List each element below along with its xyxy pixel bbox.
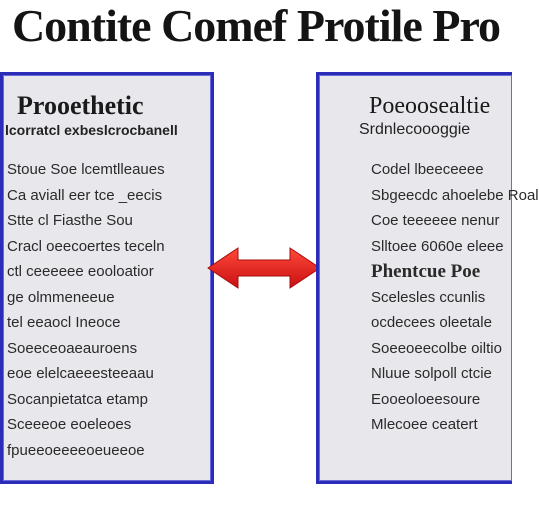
left-text-line: Ca aviall eer tce _eecis: [7, 186, 163, 204]
right-text-line: Mlecoee ceatert: [371, 416, 478, 433]
left-text-line: Socanpietatca etamp: [7, 390, 148, 408]
right-panel-text: [319, 157, 539, 438]
right-text-line: ocdecees oleetale: [371, 314, 492, 331]
left-text-line: Stoue Soe lcemtlleaues: [7, 161, 165, 178]
right-panel-title: Poeoosealtie: [369, 93, 491, 119]
right-text-line: Codel lbeeceeee: [371, 161, 484, 178]
right-text-line: Eooeoloeesoure: [371, 390, 481, 408]
right-text-line-emphasis: Phentcue Poe: [371, 261, 481, 282]
left-text-line: Stte cl Fiasthe Sou: [7, 212, 133, 229]
right-document-panel: [316, 72, 539, 484]
left-panel-subtitle: lcorratcl exbeslcrocbanell: [5, 122, 178, 138]
right-panel-subtitle: Srdnlecoooggie: [359, 121, 471, 138]
left-document-panel: [0, 72, 214, 484]
double-arrow-icon: [204, 246, 324, 290]
right-text-line: Coe teeeeee nenur: [371, 212, 500, 229]
left-text-line: fpueeoeeeeoeueeoe: [7, 441, 145, 459]
right-text-line: Slltoee 6060e eleee: [371, 237, 504, 255]
left-text-line: ctl ceeeeee eooloatior: [7, 263, 154, 280]
main-title: Contite Comef Protile Pro: [11, 0, 501, 51]
left-text-line: Soeeceoaeauroens: [7, 339, 138, 357]
double-headed-arrow-icon: [204, 246, 324, 290]
left-text-line: eoe elelcaeeesteeaau: [7, 365, 154, 382]
left-text-line: Sceeeoe eoeleoes: [7, 416, 132, 433]
left-panel-text: [3, 157, 211, 463]
left-text-line: Cracl oeecoertes teceln: [7, 237, 165, 255]
left-panel-title: Prooethetic: [17, 91, 144, 120]
left-text-line: ge olmmeneeue: [7, 288, 115, 306]
right-text-line: Scelesles ccunlis: [371, 288, 486, 306]
right-text-line: Soeeoeecolbe oiltio: [371, 339, 502, 357]
left-text-line: tel eeaocl Ineoce: [7, 314, 121, 331]
right-text-line: Nluue solpoll ctcie: [371, 365, 492, 382]
right-text-line: Sbgeecdc ahoelebe Roal: [371, 186, 539, 204]
